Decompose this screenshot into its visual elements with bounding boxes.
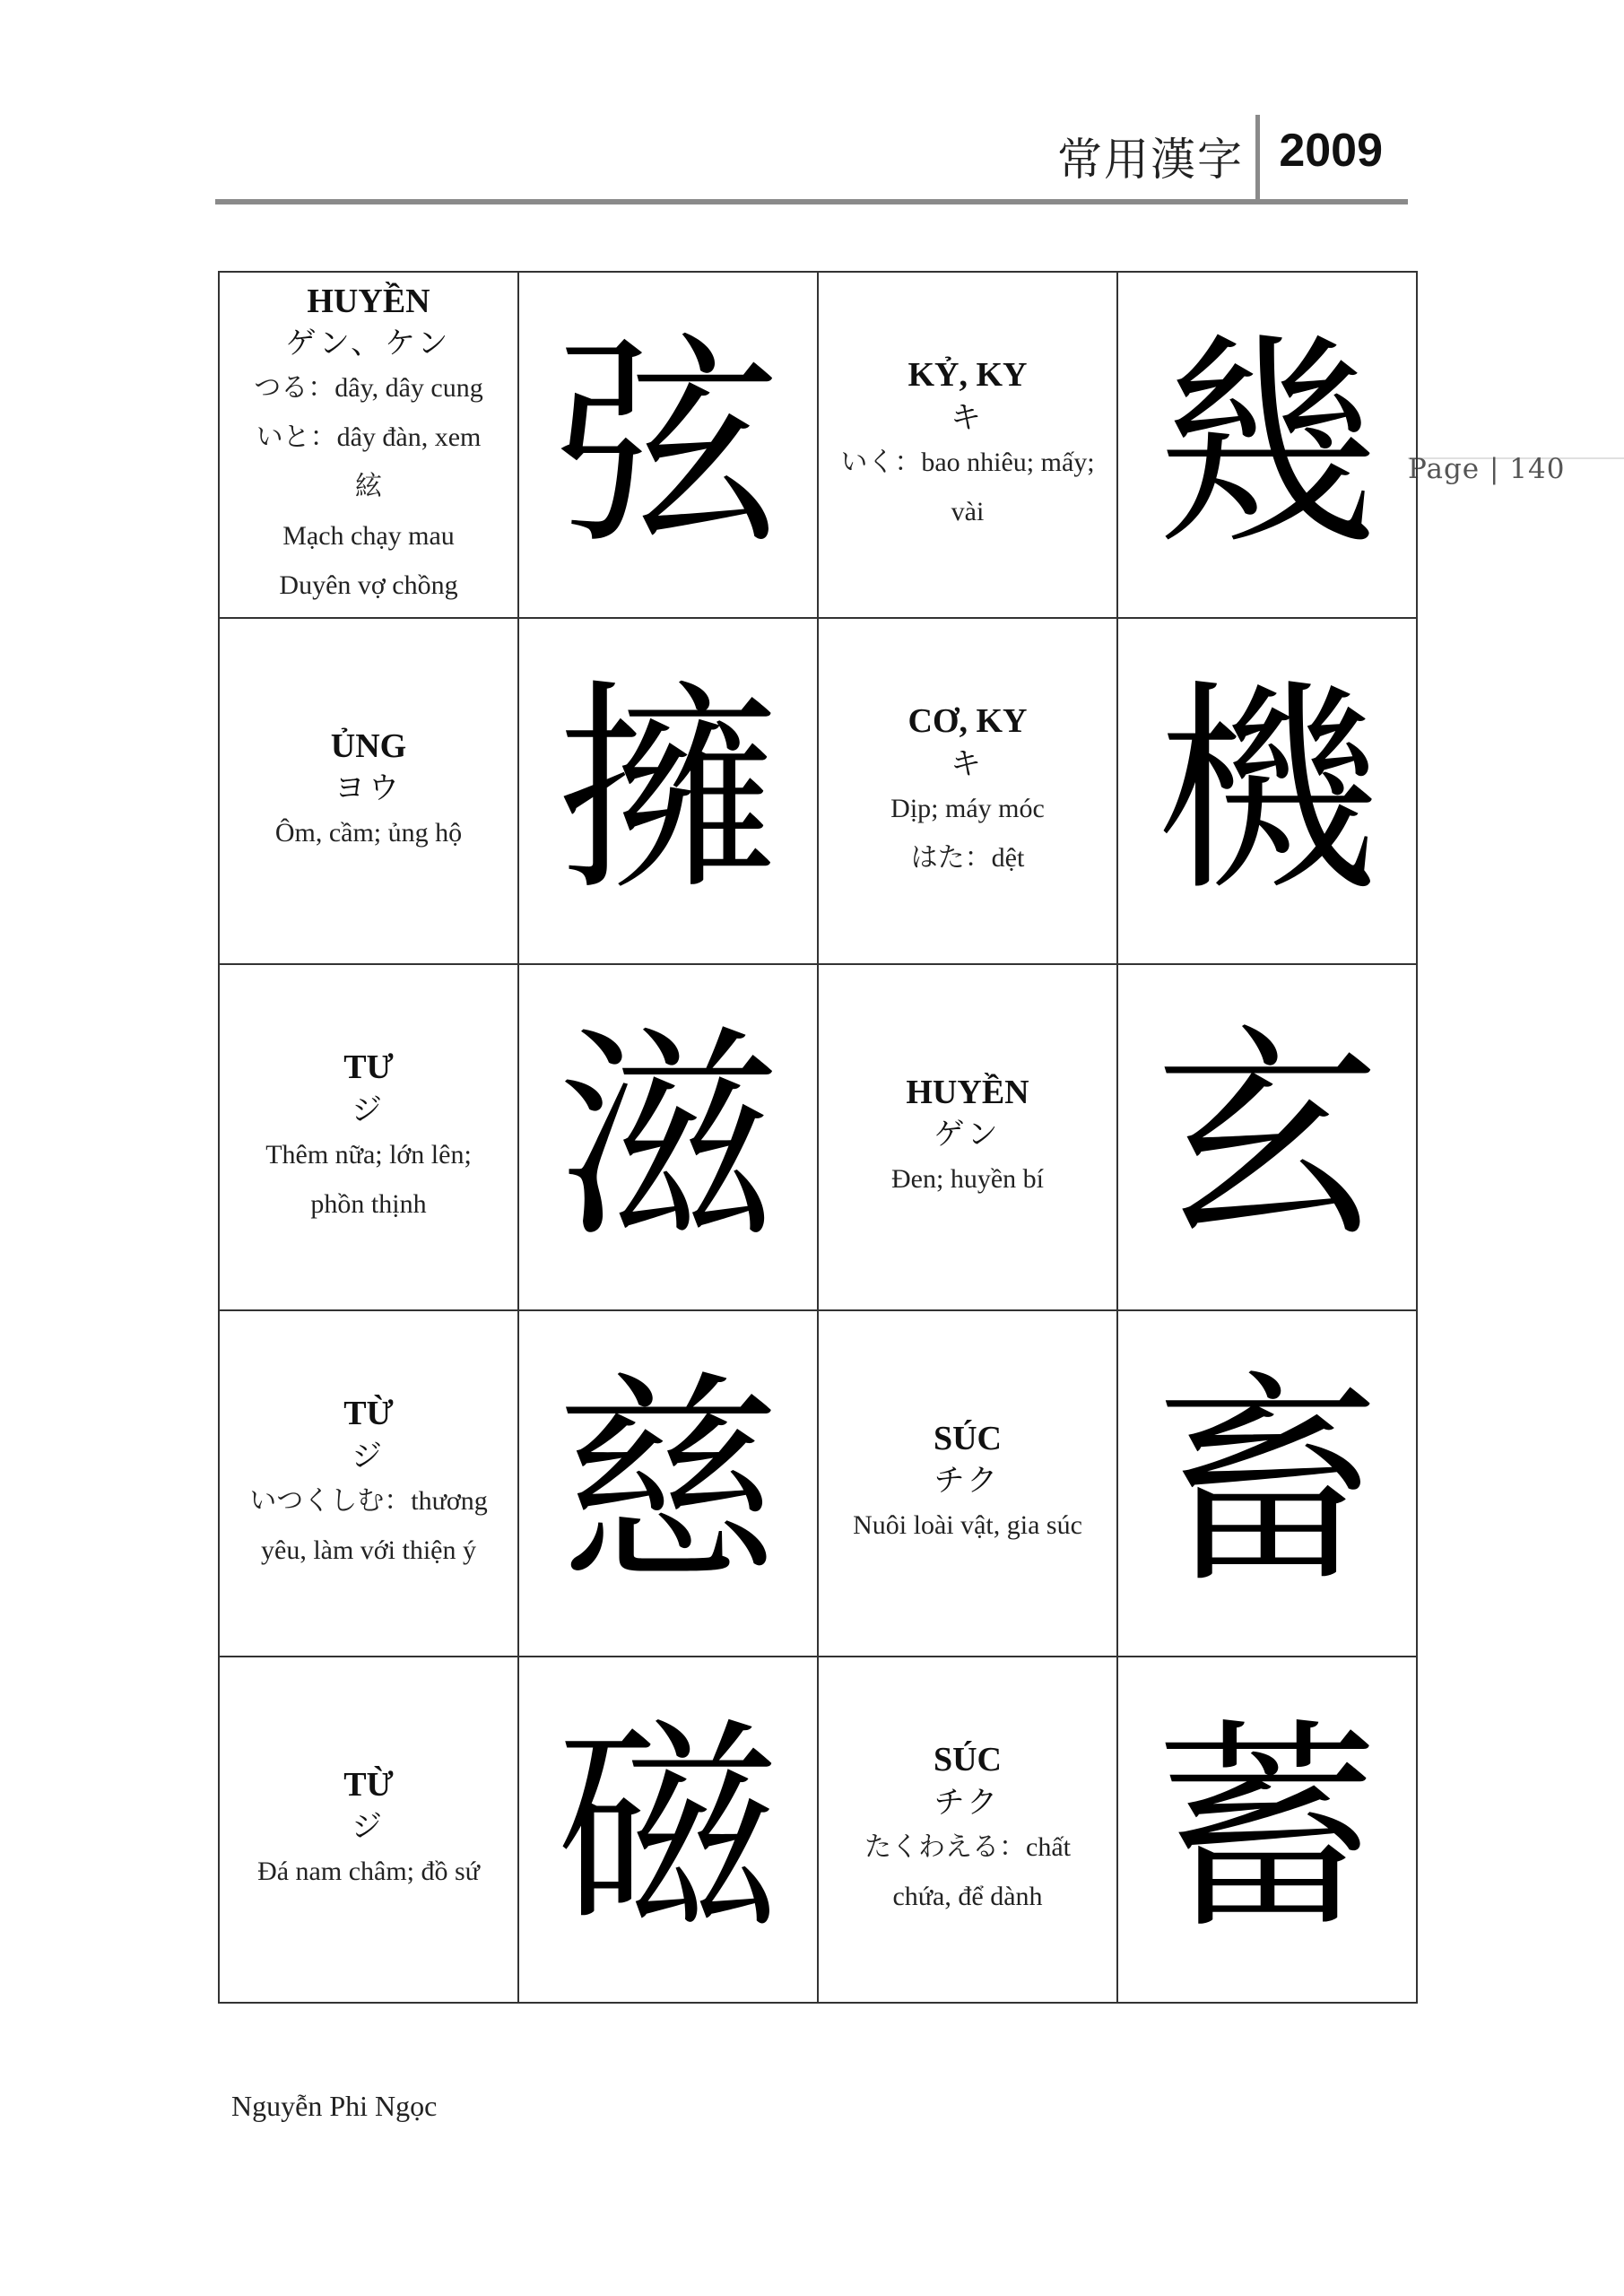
kanji-row [219,1310,1417,1657]
kanji-grid [218,271,1418,2004]
on-reading-kana: ジ [352,1438,386,1474]
entry-info [819,1738,1116,1921]
entry-info [819,1417,1116,1551]
entry-info [220,725,517,858]
on-reading-kana: キ [951,745,985,782]
kanji-row [219,618,1417,964]
kanji-cell [1117,1657,1417,2003]
entry-info [220,1392,517,1575]
on-reading-kana: ジ [352,1091,386,1128]
meaning-line: つる：dây, dây cung [254,373,483,404]
page-number: Page | 140 [1408,453,1566,485]
entry-info-cell [219,1657,518,2003]
on-reading-kana: チク [934,1784,1002,1821]
kanji-row [219,272,1417,618]
kanji-glyph: 機 [1155,660,1379,921]
header-divider [1255,115,1260,201]
entry-info-cell [219,618,518,964]
meaning-line: phồn thịnh [310,1188,427,1219]
meaning-line: chứa, để dành [892,1881,1043,1911]
kanji-glyph: 蓄 [1155,1699,1379,1960]
entry-info-cell [219,964,518,1310]
footer-author: Nguyễn Phi Ngọc [231,2090,438,2122]
meaning-line: いつくしむ：thương [249,1485,488,1516]
kanji-cell [1117,1310,1417,1657]
on-reading-kana: キ [951,399,985,436]
meaning-line: たくわえる：chất [864,1831,1071,1862]
kanji-cell [518,1310,818,1657]
kanji-row [219,964,1417,1310]
kanji-glyph: 磁 [556,1699,780,1960]
sino-vietnamese-reading: SÚC [933,1419,1003,1457]
entry-info-cell [818,964,1117,1310]
entry-info-cell [818,1310,1117,1657]
entry-info-cell [818,618,1117,964]
entry-info-cell [818,272,1117,618]
kanji-cell [518,964,818,1310]
meaning-line: Dịp; máy móc [890,793,1045,823]
meaning-line: Thêm nữa; lớn lên; [265,1139,472,1170]
kanji-row [219,1657,1417,2003]
on-reading-kana: ヨウ [334,770,403,807]
kanji-glyph: 幾 [1155,314,1379,575]
kanji-glyph: 慈 [556,1352,780,1613]
sino-vietnamese-reading: KỶ, KY [908,356,1028,395]
kanji-glyph: 弦 [556,314,780,575]
header-year: 2009 [1279,125,1383,177]
meaning-line: vài [951,496,985,526]
sino-vietnamese-reading: TƯ [343,1048,394,1087]
entry-info-cell [818,1657,1117,2003]
kanji-glyph: 畜 [1155,1352,1379,1613]
entry-info [819,1071,1116,1205]
kanji-cell [518,1657,818,2003]
entry-info-cell [219,1310,518,1657]
meaning-line: いと：dây đàn, xem [256,422,482,453]
meaning-line: Nuôi loài vật, gia súc [853,1510,1082,1541]
meaning-line: Đen; huyền bí [891,1164,1044,1195]
meaning-line: いく：bao nhiêu; mấy; [840,447,1095,477]
kanji-cell [1117,964,1417,1310]
entry-info [220,1046,517,1229]
sino-vietnamese-reading: ỦNG [330,726,407,765]
on-reading-kana: ジ [352,1809,386,1846]
kanji-cell [518,618,818,964]
sino-vietnamese-reading: HUYỀN [307,282,430,320]
entry-info [819,353,1116,536]
sino-vietnamese-reading: CƠ, KY [908,702,1028,741]
kanji-grid-body [219,272,1417,2003]
meaning-line: 絃 [355,472,382,502]
entry-info [220,1763,517,1897]
meaning-line: Mạch chạy mau [282,521,455,552]
entry-info [819,700,1116,883]
meaning-line: yêu, làm với thiện ý [261,1535,476,1565]
on-reading-kana: ゲン、ケン [285,326,452,362]
sino-vietnamese-reading: TỪ [343,1395,394,1433]
meaning-line: Ôm, cầm; ủng hộ [274,818,463,848]
meaning-line: はた：dệt [910,842,1025,873]
kanji-cell [1117,618,1417,964]
sino-vietnamese-reading: SÚC [933,1741,1003,1779]
header-title: 常用漢字 [1057,134,1244,186]
kanji-cell [518,272,818,618]
sino-vietnamese-reading: HUYỀN [906,1073,1029,1111]
page-header [215,115,1408,204]
entry-info [220,280,517,611]
kanji-glyph: 玄 [1155,1006,1379,1267]
meaning-line: Duyên vợ chồng [279,570,458,601]
kanji-cell [1117,272,1417,618]
on-reading-kana: チク [934,1463,1002,1500]
on-reading-kana: ゲン [934,1117,1002,1153]
kanji-glyph: 滋 [556,1006,780,1267]
meaning-line: Đá nam châm; đồ sứ [257,1857,480,1887]
entry-info-cell [219,272,518,618]
header-rule [215,199,1408,204]
kanji-glyph: 擁 [556,660,780,921]
sino-vietnamese-reading: TỪ [343,1765,394,1804]
